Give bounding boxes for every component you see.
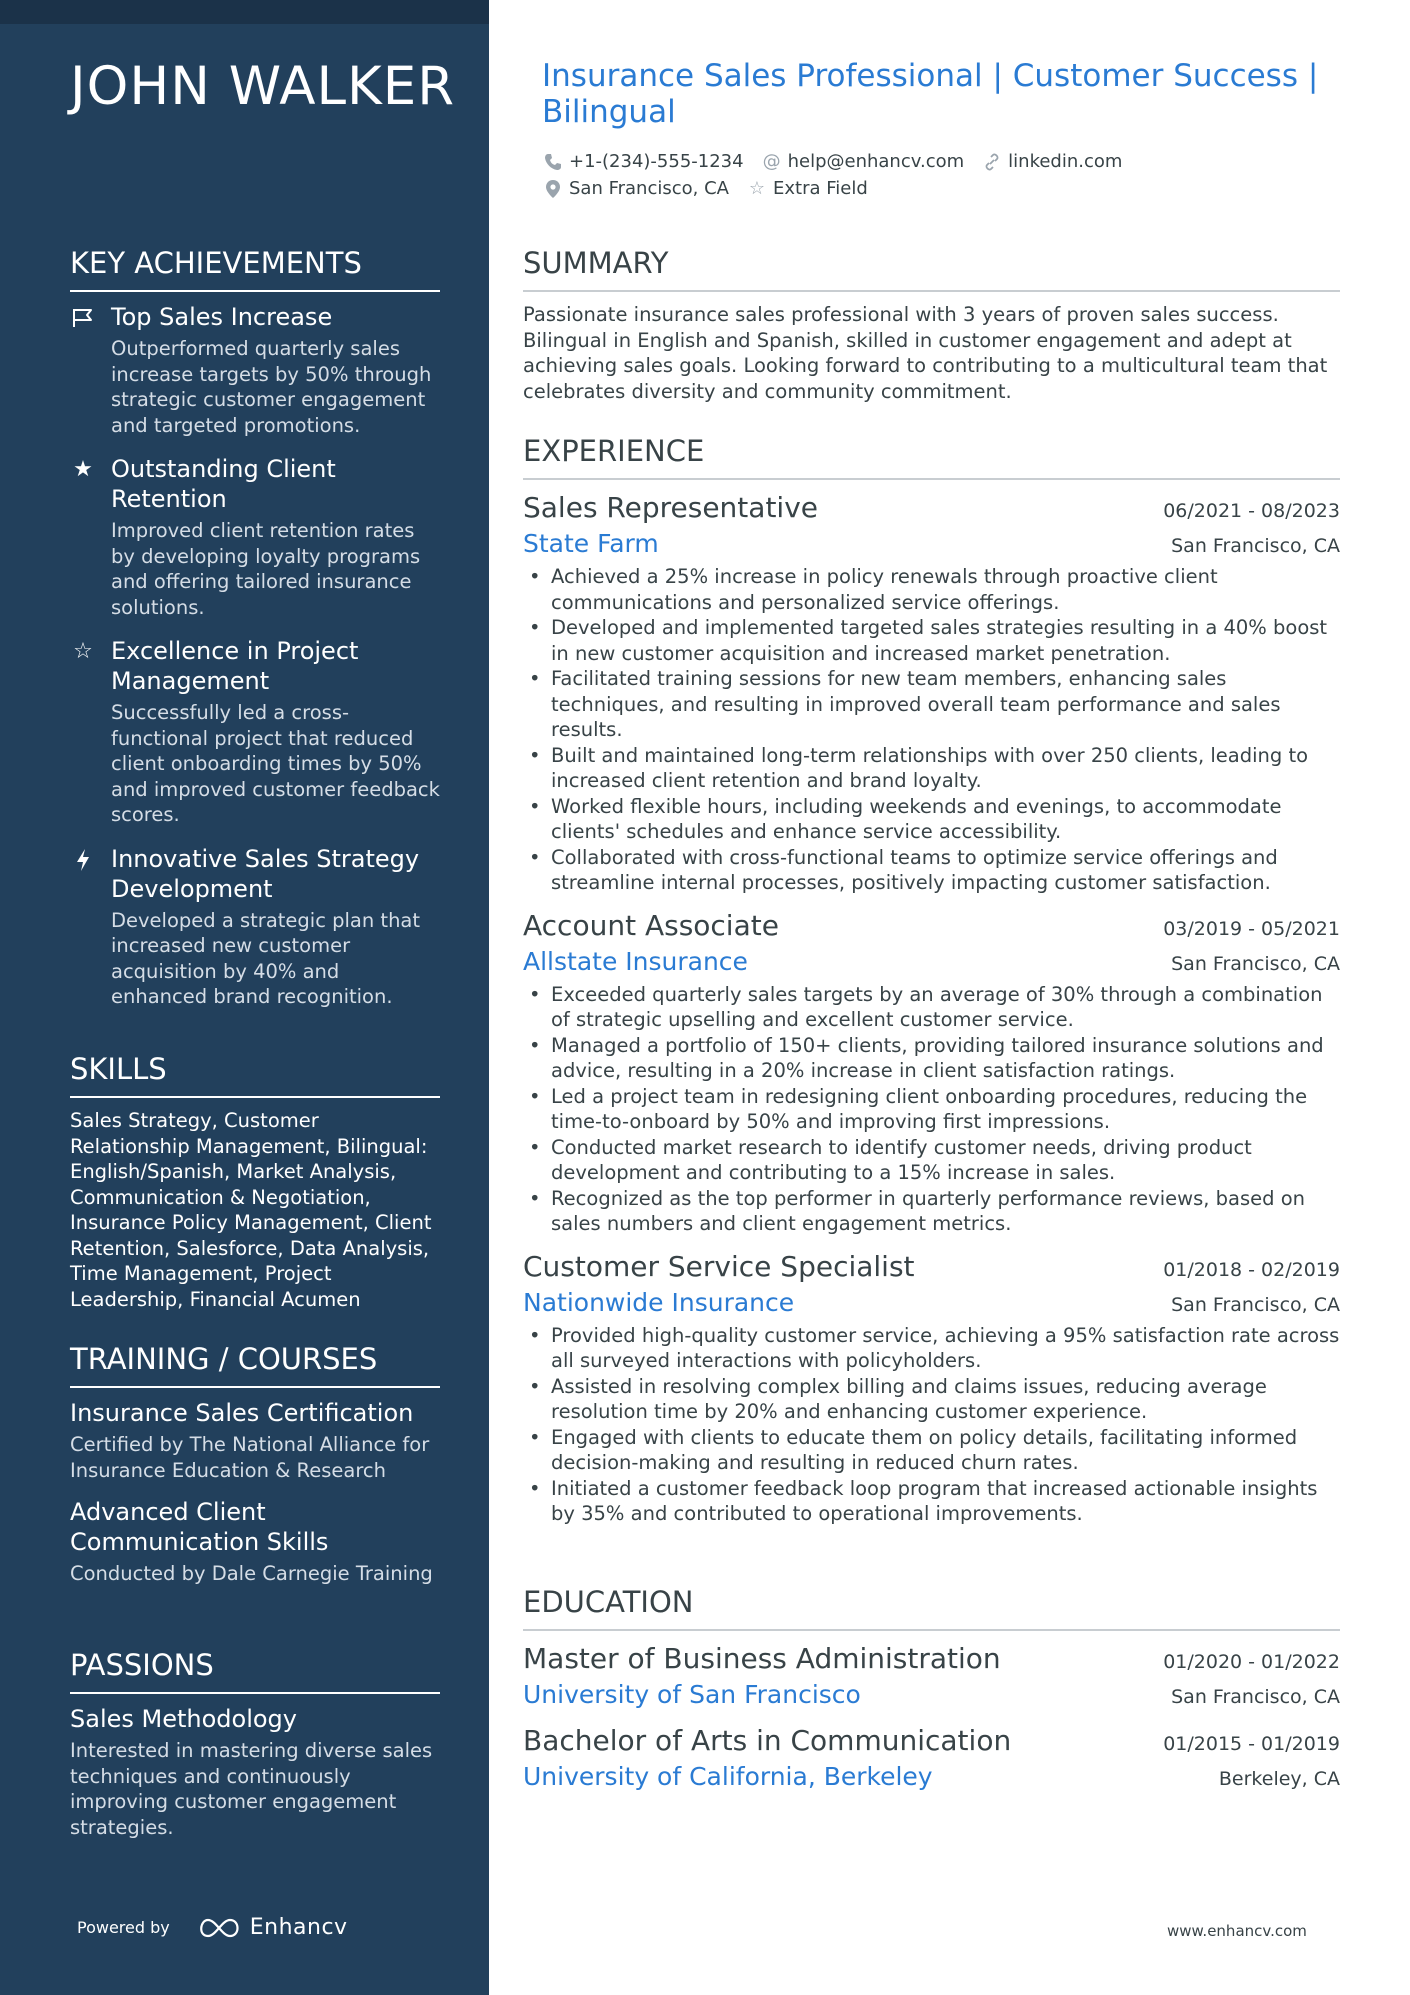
training-heading: TRAINING / COURSES [70,1342,440,1388]
experience-heading: EXPERIENCE [523,434,1340,480]
headline: Insurance Sales Professional | Customer Success | Bilingual [542,58,1319,130]
job-bullet: • Built and maintained long-term relationships with over 250 clients, leading to increased client retention and brand loyalty. [523,743,1340,794]
star-outline-icon: ☆ [73,639,93,664]
achievement-title: Innovative Sales Strategy Development [111,844,420,903]
location-text: San Francisco, CA [569,178,729,199]
course-item [70,1398,440,1483]
star-outline-icon: ☆ [748,177,766,199]
achievement-title: Outstanding Client Retention [111,455,336,513]
job-bullet: • Worked flexible hours, including weekends and evenings, to accommodate clients' schedules and enhance service accessibility. [523,794,1340,845]
linkedin-contact[interactable] [982,151,1122,172]
contact-info [543,148,1323,202]
education-entry [523,1641,1340,1711]
course-title: Insurance Sales Certification [70,1399,414,1427]
candidate-name: JOHN WALKER [70,56,456,117]
achievement-title: Top Sales Increase [111,303,333,331]
job-dates: 01/2018 - 02/2019 [1163,1258,1340,1281]
skills-heading: SKILLS [70,1052,440,1098]
achievement-item [70,844,440,1010]
school-name: University of California, Berkeley [523,1762,933,1791]
enhancv-logo[interactable] [196,1915,348,1940]
summary-text: Passionate insurance sales professional with 3 years of proven sales success. Bilingual in English and Spanish, skilled in customer engagement and adept at achieving sales goals. Looking forward to contributing to a multicultural team that celebrates diversity and community commitment. [523,303,1328,403]
phone-icon [543,152,563,172]
flag-icon [70,305,96,331]
course-title: Advanced Client Communication Skills [70,1498,329,1556]
email-contact[interactable] [762,151,965,172]
job-location: San Francisco, CA [1171,952,1340,975]
job-bullet: • Provided high-quality customer service, achieving a 95% satisfaction rate across all surveyed interactions with policyholders. [523,1323,1340,1374]
job-company: Nationwide Insurance [523,1287,795,1317]
key-achievements-section [70,246,440,1026]
passion-item [70,1704,440,1840]
training-section [70,1342,440,1601]
link-icon [982,152,1002,172]
job-bullet: • Collaborated with cross-functional teams to optimize service offerings and streamline internal processes, positively impacting customer satisfaction. [523,845,1340,896]
phone-contact[interactable] [543,151,744,172]
education-heading: EDUCATION [523,1585,1340,1631]
job-bullet: • Initiated a customer feedback loop program that increased actionable insights by 35% and contributed to operational improvements. [523,1476,1340,1527]
star-filled-icon: ★ [73,457,93,482]
job-title: Customer Service Specialist [523,1249,915,1283]
passions-section [70,1648,440,1854]
passion-title: Sales Methodology [70,1705,297,1733]
location-contact [543,178,729,199]
job-bullets [523,982,1340,1237]
job-bullet: • Exceeded quarterly sales targets by an average of 30% through a combination of strategic upselling and excellent customer service. [523,982,1340,1033]
job-bullet: • Engaged with clients to educate them on policy details, facilitating informed decision-making and resulting in reduced churn rates. [523,1425,1340,1476]
passions-heading: PASSIONS [70,1648,440,1694]
job-location: San Francisco, CA [1171,1293,1340,1316]
job-company: Allstate Insurance [523,946,748,976]
achievement-description: Outperformed quarterly sales increase targets by 50% through strategic customer engagement and targeted promotions. [111,337,432,437]
powered-by [77,1915,348,1940]
job-bullet: • Achieved a 25% increase in policy renewals through proactive client communications and personalized service offerings. [523,564,1340,615]
job-entry [523,1249,1340,1527]
job-bullet: • Assisted in resolving complex billing and claims issues, reducing average resolution time by 20% and enhancing customer experience. [523,1374,1340,1425]
job-company: State Farm [523,529,659,558]
achievement-description: Developed a strategic plan that increased new customer acquisition by 40% and enhanced brand recognition. [111,908,421,1008]
footer-url[interactable]: www.enhancv.com [1167,1922,1307,1940]
summary-heading: SUMMARY [523,246,1340,292]
job-bullet: • Conducted market research to identify customer needs, driving product development and contributing to a 15% increase in sales. [523,1135,1340,1186]
linkedin-text: linkedin.com [1008,151,1123,172]
sidebar [0,0,489,1995]
key-achievements-heading: KEY ACHIEVEMENTS [70,246,440,292]
phone-text: +1-(234)-555-1234 [569,151,744,172]
experience-section [523,434,1340,1539]
education-section [523,1585,1340,1805]
job-bullet: • Led a project team in redesigning client onboarding procedures, reducing the time-to-onboard by 50% and improving first impressions. [523,1084,1340,1135]
extra-contact [747,178,868,199]
skills-list: Sales Strategy, Customer Relationship Management, Bilingual: English/Spanish, Market Analysis, Communication & Negotiation, Insurance Policy Management, Client Retention, Salesforce, Data Analysis, Time Management, Project Leadership, Financial Acumen [70,1109,432,1311]
lightning-icon [70,847,96,873]
education-dates: 01/2020 - 01/2022 [1163,1651,1340,1673]
location-pin-icon [543,179,563,199]
job-title: Account Associate [523,908,779,942]
job-bullet: • Developed and implemented targeted sales strategies resulting in a 40% boost in new customer acquisition and increased market penetration. [523,615,1340,666]
job-title: Sales Representative [523,491,818,524]
achievement-title: Excellence in Project Management [111,637,359,695]
passion-description: Interested in mastering diverse sales techniques and continuously improving customer engagement strategies. [70,1739,433,1839]
summary-section [523,246,1340,404]
achievement-description: Improved client retention rates by developing loyalty programs and offering tailored insurance solutions. [111,519,421,619]
degree-title: Bachelor of Arts in Communication [523,1724,1012,1757]
job-dates: 03/2019 - 05/2021 [1163,917,1340,940]
achievement-item [70,636,440,828]
job-bullet: • Facilitated training sessions for new team members, enhancing sales techniques, and resulting in improved overall team performance and sales results. [523,666,1340,743]
enhancv-logo-icon [196,1916,242,1940]
powered-by-label: Powered by [77,1918,170,1937]
email-text: help@enhancv.com [787,151,965,172]
at-sign-icon: @ [762,150,781,172]
extra-text: Extra Field [772,178,868,199]
school-location: San Francisco, CA [1171,1686,1340,1708]
skills-section [70,1052,440,1312]
achievement-item [70,454,440,620]
job-entry [523,490,1340,896]
job-bullet: • Recognized as the top performer in quarterly performance reviews, based on sales numbers and client engagement metrics. [523,1186,1340,1237]
course-item [70,1497,440,1587]
education-dates: 01/2015 - 01/2019 [1163,1733,1340,1755]
job-location: San Francisco, CA [1171,535,1340,557]
enhancv-brand-text: Enhancv [249,1915,348,1940]
job-dates: 06/2021 - 08/2023 [1163,500,1340,522]
job-bullets [523,1323,1340,1527]
school-location: Berkeley, CA [1218,1768,1340,1790]
job-entry [523,908,1340,1237]
education-entry [523,1723,1340,1793]
degree-title: Master of Business Administration [523,1642,1001,1675]
sidebar-top-bar [0,0,489,24]
achievement-item [70,302,440,438]
job-bullets [523,564,1340,896]
school-name: University of San Francisco [523,1680,861,1709]
achievement-description: Successfully led a cross-functional project that reduced client onboarding times by 50% and improved customer feedback scores. [111,701,440,826]
course-description: Certified by The National Alliance for Insurance Education & Research [70,1433,430,1482]
job-bullet: • Managed a portfolio of 150+ clients, providing tailored insurance solutions and advice, resulting in a 20% increase in client satisfaction ratings. [523,1033,1340,1084]
course-description: Conducted by Dale Carnegie Training [70,1562,433,1585]
